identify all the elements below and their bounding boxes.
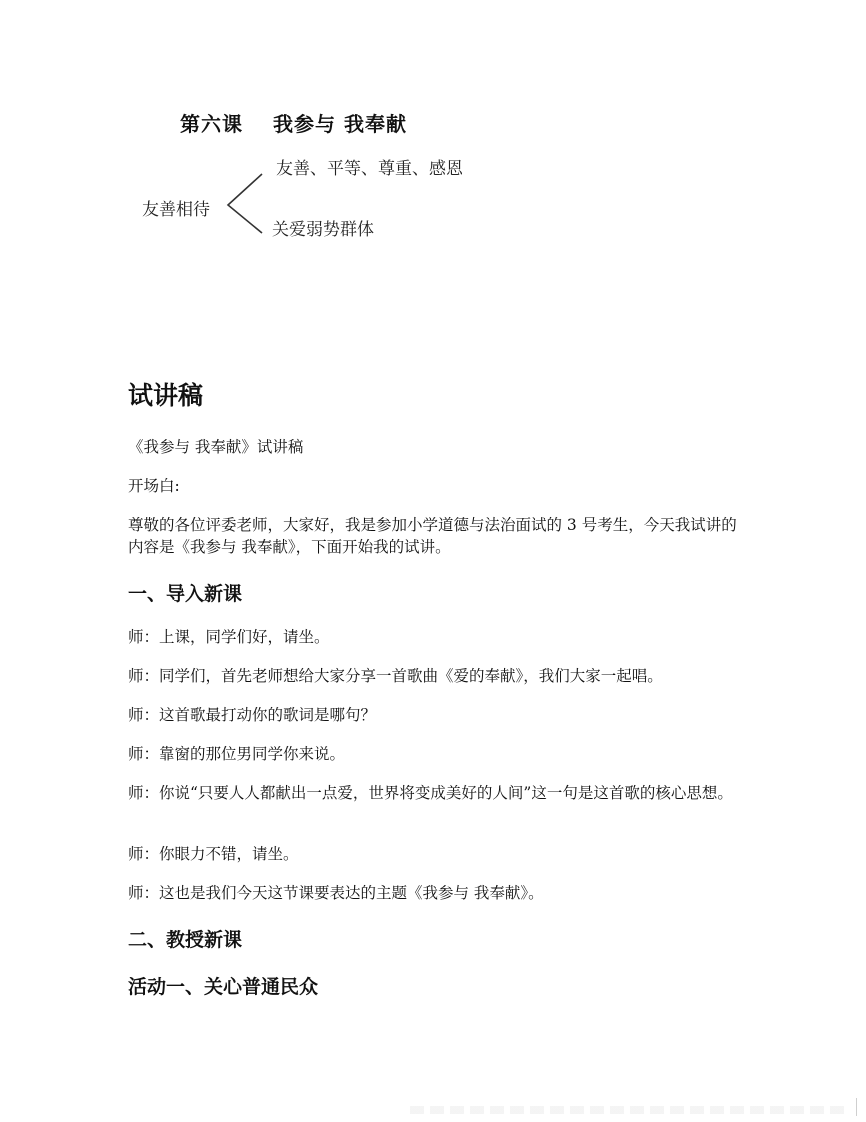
mind-map-branch-2: 关爱弱势群体: [272, 220, 374, 240]
opening-label: 开场白:: [128, 477, 180, 495]
dialogue-line: 师：同学们，首先老师想给大家分享一首歌曲《爱的奉献》，我们大家一起唱。: [128, 667, 663, 685]
section-title-teaching: 二、教授新课: [128, 929, 243, 951]
document-heading: 试讲稿: [128, 381, 204, 410]
lesson-name: 我参与 我奉献: [273, 112, 407, 136]
mind-map-brackets: [0, 0, 866, 300]
faint-footer-mark: [410, 1106, 850, 1114]
mind-map-root: 友善相待: [142, 200, 210, 220]
dialogue-line: 师：上课，同学们好，请坐。: [128, 628, 330, 646]
activity-title: 活动一、关心普通民众: [128, 976, 319, 998]
dialogue-line: 师：你眼力不错，请坐。: [128, 845, 299, 863]
dialogue-line: 师：这首歌最打动你的歌词是哪句？: [128, 706, 377, 724]
dialogue-line: 师：靠窗的那位男同学你来说。: [128, 745, 346, 763]
dialogue-line: 师：你说“只要人人都献出一点爱，世界将变成美好的人间”这一句是这首歌的核心思想。: [128, 784, 733, 802]
lesson-number: 第六课: [180, 112, 243, 136]
opening-paragraph: 尊敬的各位评委老师，大家好，我是参加小学道德与法治面试的 3 号考生，今天我试讲的内容是《我参与 我奉献》，下面开始我的试讲。: [128, 516, 737, 556]
mind-map-branch-1: 友善、平等、尊重、感恩: [276, 159, 463, 179]
page-edge-mark: [856, 1098, 857, 1116]
dialogue-line: 师：这也是我们今天这节课要表达的主题《我参与 我奉献》。: [128, 884, 544, 902]
section-title-intro: 一、导入新课: [128, 583, 243, 605]
document-subtitle: 《我参与 我奉献》试讲稿: [128, 438, 304, 456]
